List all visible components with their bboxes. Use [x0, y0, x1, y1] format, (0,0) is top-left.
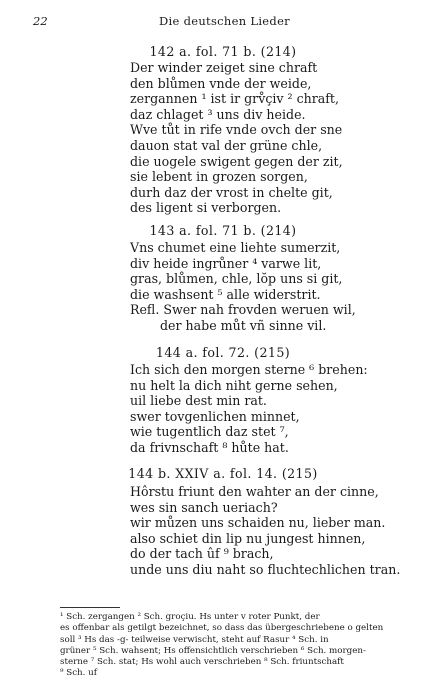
verse-line: unde uns diu naht so fluchtechlichen tran. — [130, 561, 401, 577]
footnote-rule — [60, 607, 120, 608]
footnote-line: grüner ⁵ Sch. wahsent; Hs offensichtlich verschrieben ⁶ Sch. morgen- — [60, 645, 366, 656]
verse-line: Hôrstu friunt den wahter an der cinne, — [130, 484, 379, 499]
verse-line: nu helt la dich niht gerne sehen, — [130, 377, 338, 393]
page-header — [33, 14, 416, 30]
verse-line: dauon stat val der grüne chle, — [130, 137, 323, 153]
verse-line: Der winder zeiget sine chraft — [130, 60, 318, 75]
verse-line: sie lebent in grozen sorgen, — [130, 169, 308, 185]
verse-line: also schiet din lip nu jungest hinnen, — [130, 530, 366, 546]
song-heading: 142 a. fol. 71 b. (214) — [149, 44, 297, 59]
verse-line: Vns chumet eine liehte sumerzit, — [130, 240, 341, 255]
verse-line: der habe můt vñ sinne vil. — [160, 317, 327, 333]
verse-line: Wve tůt in rife vnde ovch der sne — [130, 122, 343, 138]
verse-line: da frivnschaft ⁸ hůte hat. — [130, 439, 289, 455]
verse-line: den blůmen vnde der weide, — [130, 75, 312, 91]
verse-line: wir můzen uns schaiden nu, lieber man. — [130, 515, 386, 531]
song-verse — [130, 484, 430, 578]
verse-line: die washsent ⁵ alle widerstrit. — [130, 286, 321, 302]
song-heading: 143 a. fol. 71 b. (214) — [149, 223, 297, 238]
footnotes — [60, 612, 420, 680]
verse-line: daz chlaget ³ uns div heide. — [130, 106, 306, 122]
verse-line: die uogele swigent gegen der zit, — [130, 153, 343, 169]
verse-line: Ich sich den morgen sterne ⁶ brehen: — [130, 362, 368, 377]
footnote-line: soll ³ Hs das -g- teilweise verwischt, steht auf Rasur ⁴ Sch. in — [60, 634, 329, 645]
footnote-line: sterne ⁷ Sch. stat; Hs wohl auch verschrieben ⁸ Sch. friuntschaft — [60, 657, 344, 668]
verse-line: swer tovgenlichen minnet, — [130, 408, 300, 424]
verse-line: div heide ingrůner ⁴ varwe lit, — [130, 255, 322, 271]
running-title: Die deutschen Lieder — [159, 14, 290, 28]
footnote-line: ⁹ Sch. uf — [60, 668, 97, 679]
verse-line: gras, blůmen, chle, lŏp uns si git, — [130, 271, 343, 287]
song-verse — [130, 60, 430, 216]
verse-line: durh daz der vrost in chelte git, — [130, 184, 333, 200]
song-heading: 144 b. XXIV a. fol. 14. (215) — [128, 466, 318, 481]
verse-line: wes sin sanch ueriach? — [130, 499, 278, 515]
song-verse — [130, 240, 430, 334]
verse-line: Refl. Swer nah frovden weruen wil, — [130, 302, 356, 318]
footnote-line: ¹ Sch. zergangen ² Sch. groçiu. Hs unter v roter Punkt, der — [60, 612, 320, 622]
verse-line: zergannen ¹ ist ir grv̊çiv ² chraft, — [130, 91, 339, 107]
verse-line: des ligent si verborgen. — [130, 200, 282, 216]
verse-line: do der tach ûf ⁹ brach, — [130, 546, 274, 562]
verse-line: uil liebe dest min rat. — [130, 393, 267, 409]
song-verse — [130, 362, 430, 456]
verse-line: wie tugentlich daz stet ⁷, — [130, 424, 289, 440]
footnote-line: es offenbar als getilgt bezeichnet, so dass das übergeschriebene o gelten — [60, 623, 384, 634]
page-number: 22 — [33, 14, 48, 28]
song-heading: 144 a. fol. 72. (215) — [155, 345, 291, 360]
